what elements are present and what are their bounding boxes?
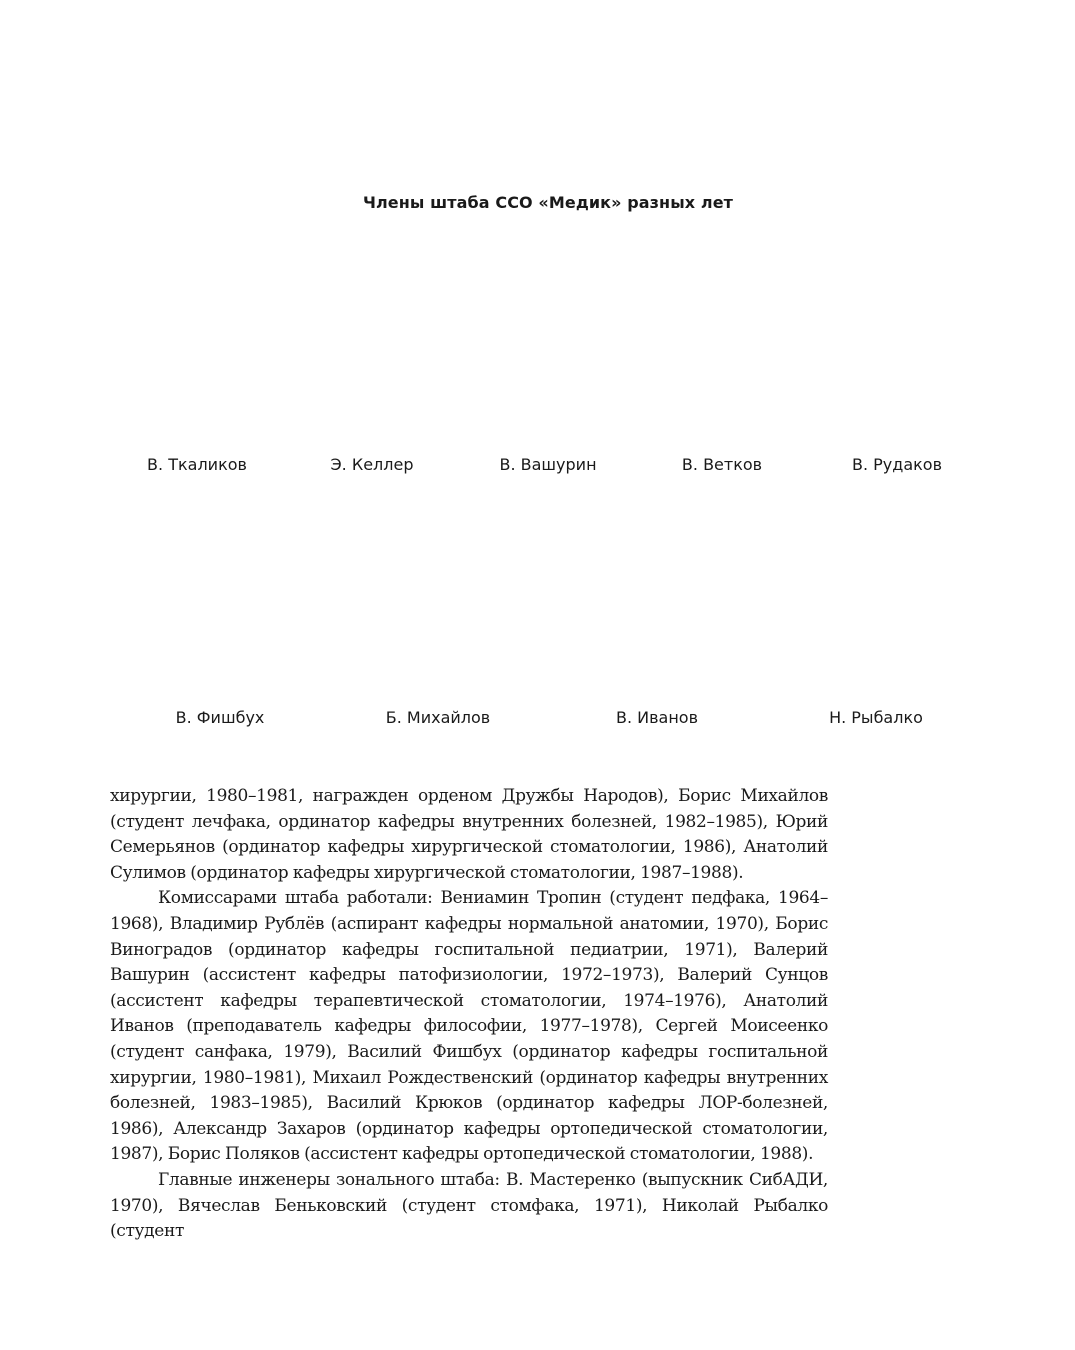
photo-caption-fishbukh: В. Фишбух — [175, 708, 265, 727]
photo-caption-tkalikov: В. Ткаликов — [147, 455, 247, 474]
photo-caption-rybalko: Н. Рыбалко — [829, 708, 923, 727]
photo-caption-mikhailov: Б. Михайлов — [385, 708, 491, 727]
photo-caption-ivanov: В. Иванов — [615, 708, 699, 727]
photo-caption-vetkov: В. Ветков — [681, 455, 763, 474]
photo-caption-vashurin: В. Вашурин — [499, 455, 597, 474]
paragraph: Комиссарами штаба работали: Вениамин Тропин (студент педфака, 1964–1968), Владимир Рублёв (аспирант кафедры нормальной анатомии, 1970), Борис Виноградов (ординатор кафедры госпитальной педиатрии, 1971), Валерий Вашурин (ассистент кафедры патофизиологии, 1972–1973), Валерий Сунцов (ассистент кафедры терапевтической стоматологии, 1974–1976), Анатолий Иванов (преподаватель кафедры философии, 1977–1978), Сергей Моисеенко (студент санфака, 1979), Василий Фишбух (ординатор кафедры госпитальной хирургии, 1980–1981), Михаил Рождественский (ординатор кафедры внутренних болезней, 1983–1985), Василий Крюков (ординатор кафедры ЛОР-болезней, 1986), Александр Захаров (ординатор кафедры ортопедической стоматологии, 1987), Борис Поляков (ассистент кафедры ортопедической стоматологии, 1988). — [110, 888, 828, 1165]
paragraph: хирургии, 1980–1981, награжден орденом Дружбы Народов), Борис Михайлов (студент лечфака, ординатор кафедры внутренних болезней, 1982–1985), Юрий Семерьянов (ординатор кафедры хирургической стоматологии, 1986), Анатолий Сулимов (ординатор кафедры хирургической стоматологии, 1987–1988). — [110, 786, 828, 883]
photo-caption-rudakov: В. Рудаков — [851, 455, 943, 474]
photo-caption-keller: Э. Келлер — [330, 455, 414, 474]
body-text — [110, 784, 828, 1245]
page-title: Члены штаба ССО «Медик» разных лет — [362, 193, 734, 212]
paragraph: Главные инженеры зонального штаба: В. Мастеренко (выпускник СибАДИ, 1970), Вячеслав Беньковский (студент стомфака, 1971), Николай Рыбалко (студент — [110, 1169, 828, 1242]
